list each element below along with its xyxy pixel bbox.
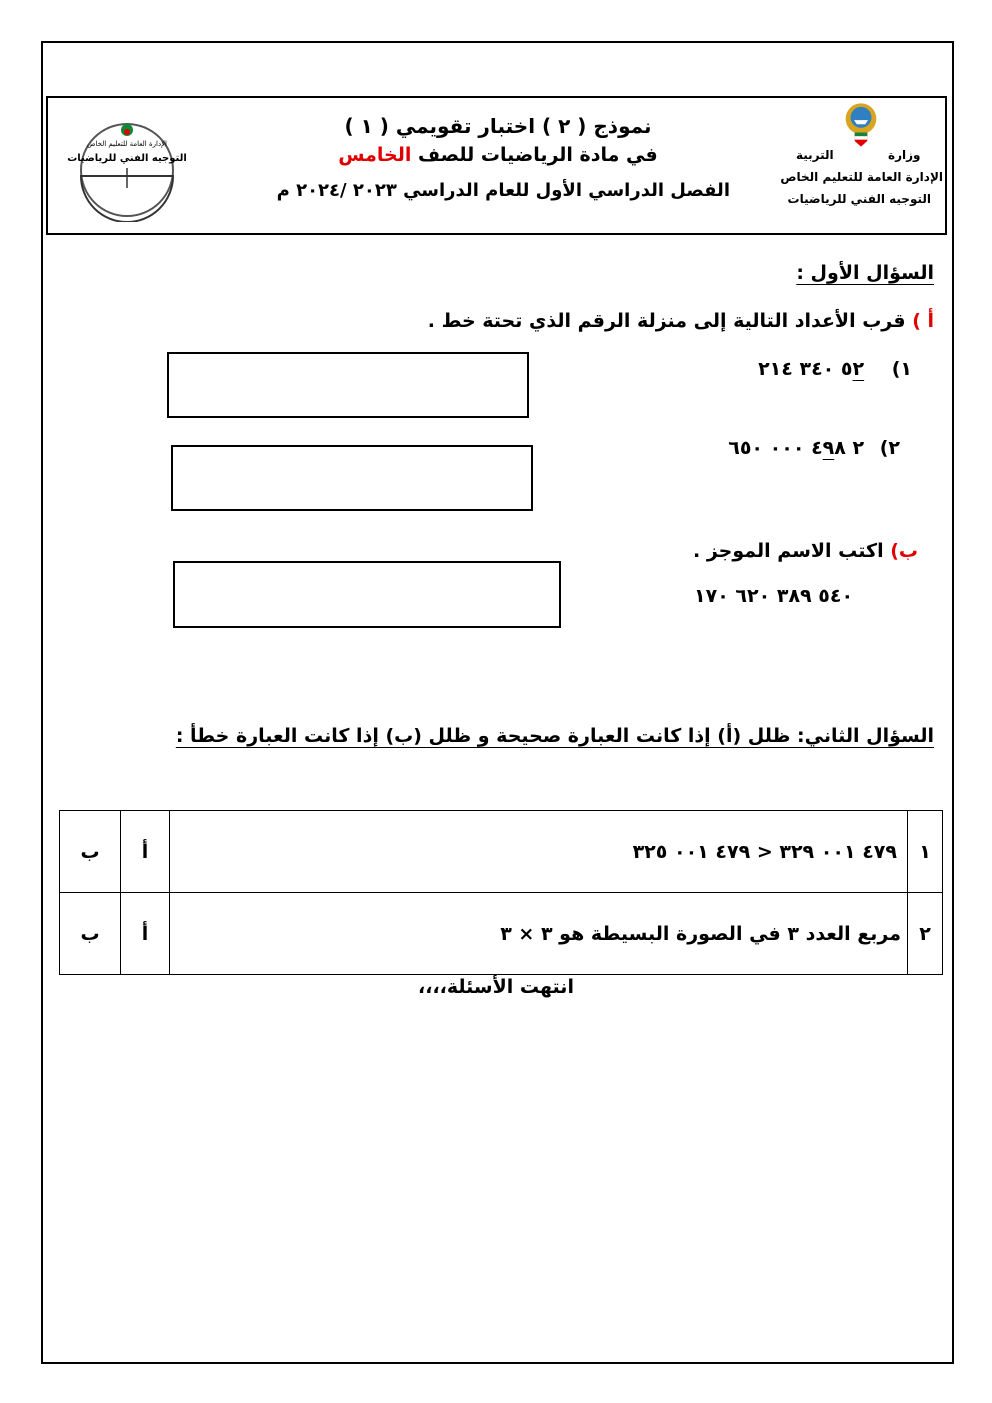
item-2 — [728, 437, 900, 459]
exam-header — [46, 96, 947, 235]
row-index: ٢ — [908, 893, 943, 975]
digits: ٥ — [840, 358, 853, 380]
subject-text: في مادة الرياضيات للصف — [418, 144, 658, 166]
logo-small-text: الإدارة العامة للتعليم الخاص — [86, 140, 168, 148]
exam-term: الفصل الدراسي الأول للعام الدراسي ٢٠٢٣ /٢٠٢٤ م — [276, 180, 730, 201]
option-a[interactable]: أ — [121, 811, 170, 893]
ministry-name-1: وزارة — [888, 148, 921, 162]
digits: ٨ ٠٠٠ ٦٥٠ — [728, 437, 846, 459]
answer-box-3[interactable] — [173, 561, 561, 628]
part-b-text: اكتب الاسم الموجز . — [693, 540, 884, 562]
part-b-label: ب) — [890, 540, 918, 562]
exam-title: نموذج ( ٢ ) اختبار تقويمي ( ١ ) — [344, 114, 652, 138]
true-false-table — [59, 810, 943, 975]
ministry-name-2: التربية — [796, 148, 834, 162]
grade-text: الخامس — [338, 144, 412, 166]
option-a[interactable]: أ — [121, 893, 170, 975]
item-number — [758, 358, 864, 380]
question-1a — [428, 310, 934, 332]
end-of-questions: انتهت الأسئلة،،،، — [418, 976, 574, 998]
digits: ٣٤٠ ٢١٤ — [758, 358, 841, 380]
question-1b — [693, 540, 918, 562]
logo-big-text: التوجيه الفني للرياضيات — [67, 153, 187, 164]
statement-cell — [170, 811, 908, 893]
item-number — [728, 437, 864, 459]
page-border — [41, 41, 954, 1364]
question-1-title: السؤال الأول : — [796, 262, 934, 284]
item-index: ٢) — [879, 437, 900, 459]
row-index: ١ — [908, 811, 943, 893]
item-1 — [758, 358, 912, 380]
option-b[interactable]: ب — [60, 893, 121, 975]
answer-box-2[interactable] — [171, 445, 533, 511]
part-a-text: قرب الأعداد التالية إلى منزلة الرقم الذي تحتة خط . — [427, 310, 906, 332]
math-guidance-logo — [62, 112, 192, 222]
kuwait-emblem-logo — [836, 102, 886, 148]
underlined-digit: ٢ — [852, 358, 865, 380]
question-2-title: السؤال الثاني: ظلل (أ) إذا كانت العبارة صحيحة و ظلل (ب) إذا كانت العبارة خطأ : — [175, 725, 934, 747]
underlined-digit: ٩ — [822, 437, 835, 459]
table-row — [60, 811, 943, 893]
exam-subject — [248, 144, 748, 166]
table-row — [60, 893, 943, 975]
digits: ٢ ٤ — [811, 437, 865, 459]
ministry-guidance: التوجيه الفني للرياضيات — [787, 192, 931, 206]
statement: مربع العدد ٣ في الصورة البسيطة هو ٣ × ٣ — [170, 893, 908, 975]
item-index: ١) — [891, 358, 912, 380]
part-a-label: أ ) — [912, 310, 934, 332]
ministry-department: الإدارة العامة للتعليم الخاص — [780, 170, 943, 184]
answer-box-1[interactable] — [167, 352, 529, 418]
option-b[interactable]: ب — [60, 811, 121, 893]
statement: ٤٧٩ ٠٠١ ٣٢٩ < ٤٧٩ ٠٠١ ٣٢٥ — [632, 840, 897, 863]
part-b-number: ٥٤٠ ٣٨٩ ٦٢٠ ١٧٠ — [694, 585, 854, 607]
